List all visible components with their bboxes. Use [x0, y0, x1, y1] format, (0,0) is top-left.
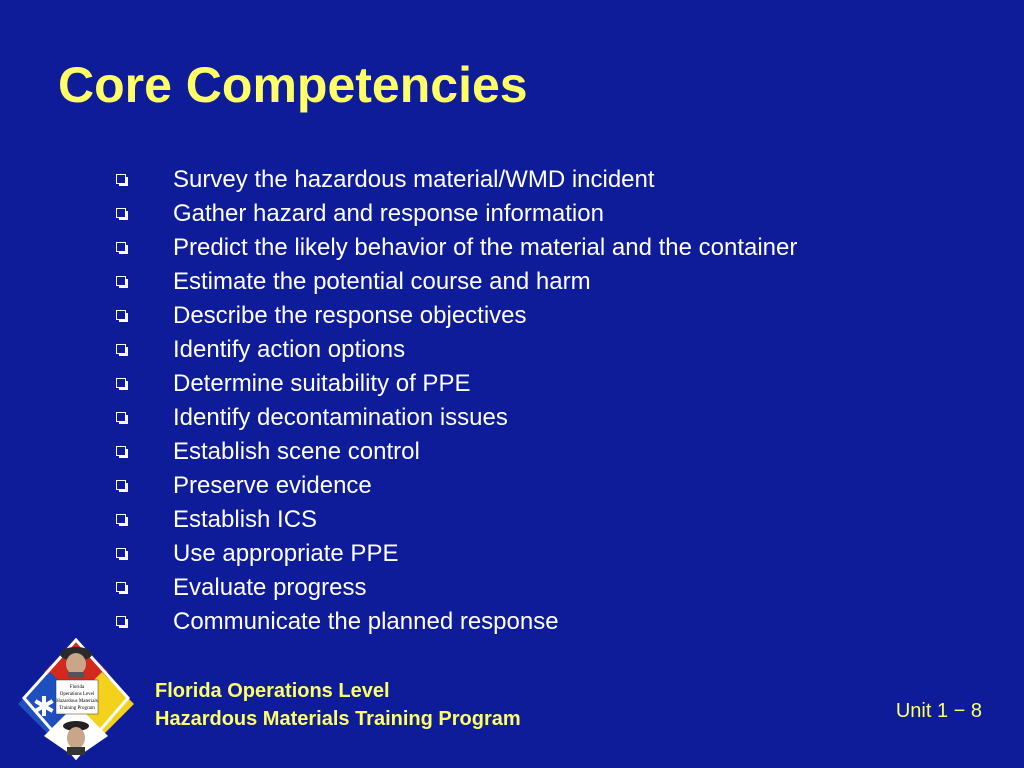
square-bullet-icon: [116, 378, 128, 390]
bullet-item: [116, 435, 797, 469]
bullet-text: Survey the hazardous material/WMD incident: [173, 166, 655, 193]
bullet-text: Determine suitability of PPE: [173, 370, 471, 397]
square-bullet-icon: [116, 616, 128, 628]
bullet-text: Predict the likely behavior of the material and the container: [173, 234, 798, 261]
page-number: Unit 1 − 8: [895, 700, 982, 722]
square-bullet-icon: [116, 480, 128, 492]
slide-title: Core Competencies: [58, 57, 528, 113]
bullet-item: [116, 231, 797, 265]
logo-text-line1: Florida: [69, 685, 85, 690]
footer-org-line2: Hazardous Materials Training Program: [155, 708, 521, 730]
bullet-item: [116, 401, 797, 435]
logo-text-line3: Hazardous Materials: [56, 699, 98, 704]
square-bullet-icon: [116, 276, 128, 288]
square-bullet-icon: [116, 446, 128, 458]
logo-text-line2: Operations Level: [59, 692, 95, 697]
square-bullet-icon: [116, 582, 128, 594]
square-bullet-icon: [116, 412, 128, 424]
bullet-text: Establish ICS: [173, 506, 318, 533]
bullet-list: [116, 163, 797, 639]
bullet-item: [116, 367, 797, 401]
bullet-text: Identify action options: [173, 336, 406, 363]
bullet-text: Evaluate progress: [173, 574, 367, 601]
square-bullet-icon: [116, 208, 128, 220]
bullet-item: [116, 333, 797, 367]
square-bullet-icon: [116, 344, 128, 356]
bullet-text: Estimate the potential course and harm: [173, 268, 591, 295]
bullet-item: [116, 197, 797, 231]
bullet-item: [116, 469, 797, 503]
bullet-item: [116, 503, 797, 537]
bullet-text: Communicate the planned response: [173, 608, 559, 635]
bullet-item: [116, 299, 797, 333]
bullet-text: Describe the response objectives: [173, 302, 527, 329]
bullet-text: Use appropriate PPE: [173, 540, 399, 567]
square-bullet-icon: [116, 548, 128, 560]
bullet-text: Identify decontamination issues: [173, 404, 508, 431]
bullet-text: Establish scene control: [173, 438, 420, 465]
bullet-item: [116, 537, 797, 571]
bullet-item: [116, 605, 797, 639]
bullet-item: [116, 163, 797, 197]
bullet-item: [116, 571, 797, 605]
square-bullet-icon: [116, 174, 128, 186]
footer-organization: [155, 677, 521, 733]
square-bullet-icon: [116, 514, 128, 526]
program-logo: [18, 634, 134, 762]
footer-org-line1: Florida Operations Level: [155, 680, 390, 702]
square-bullet-icon: [116, 310, 128, 322]
bullet-text: Gather hazard and response information: [173, 200, 604, 227]
logo-text-line4: Training Program: [59, 706, 95, 711]
bullet-item: [116, 265, 797, 299]
square-bullet-icon: [116, 242, 128, 254]
bullet-text: Preserve evidence: [173, 472, 372, 499]
